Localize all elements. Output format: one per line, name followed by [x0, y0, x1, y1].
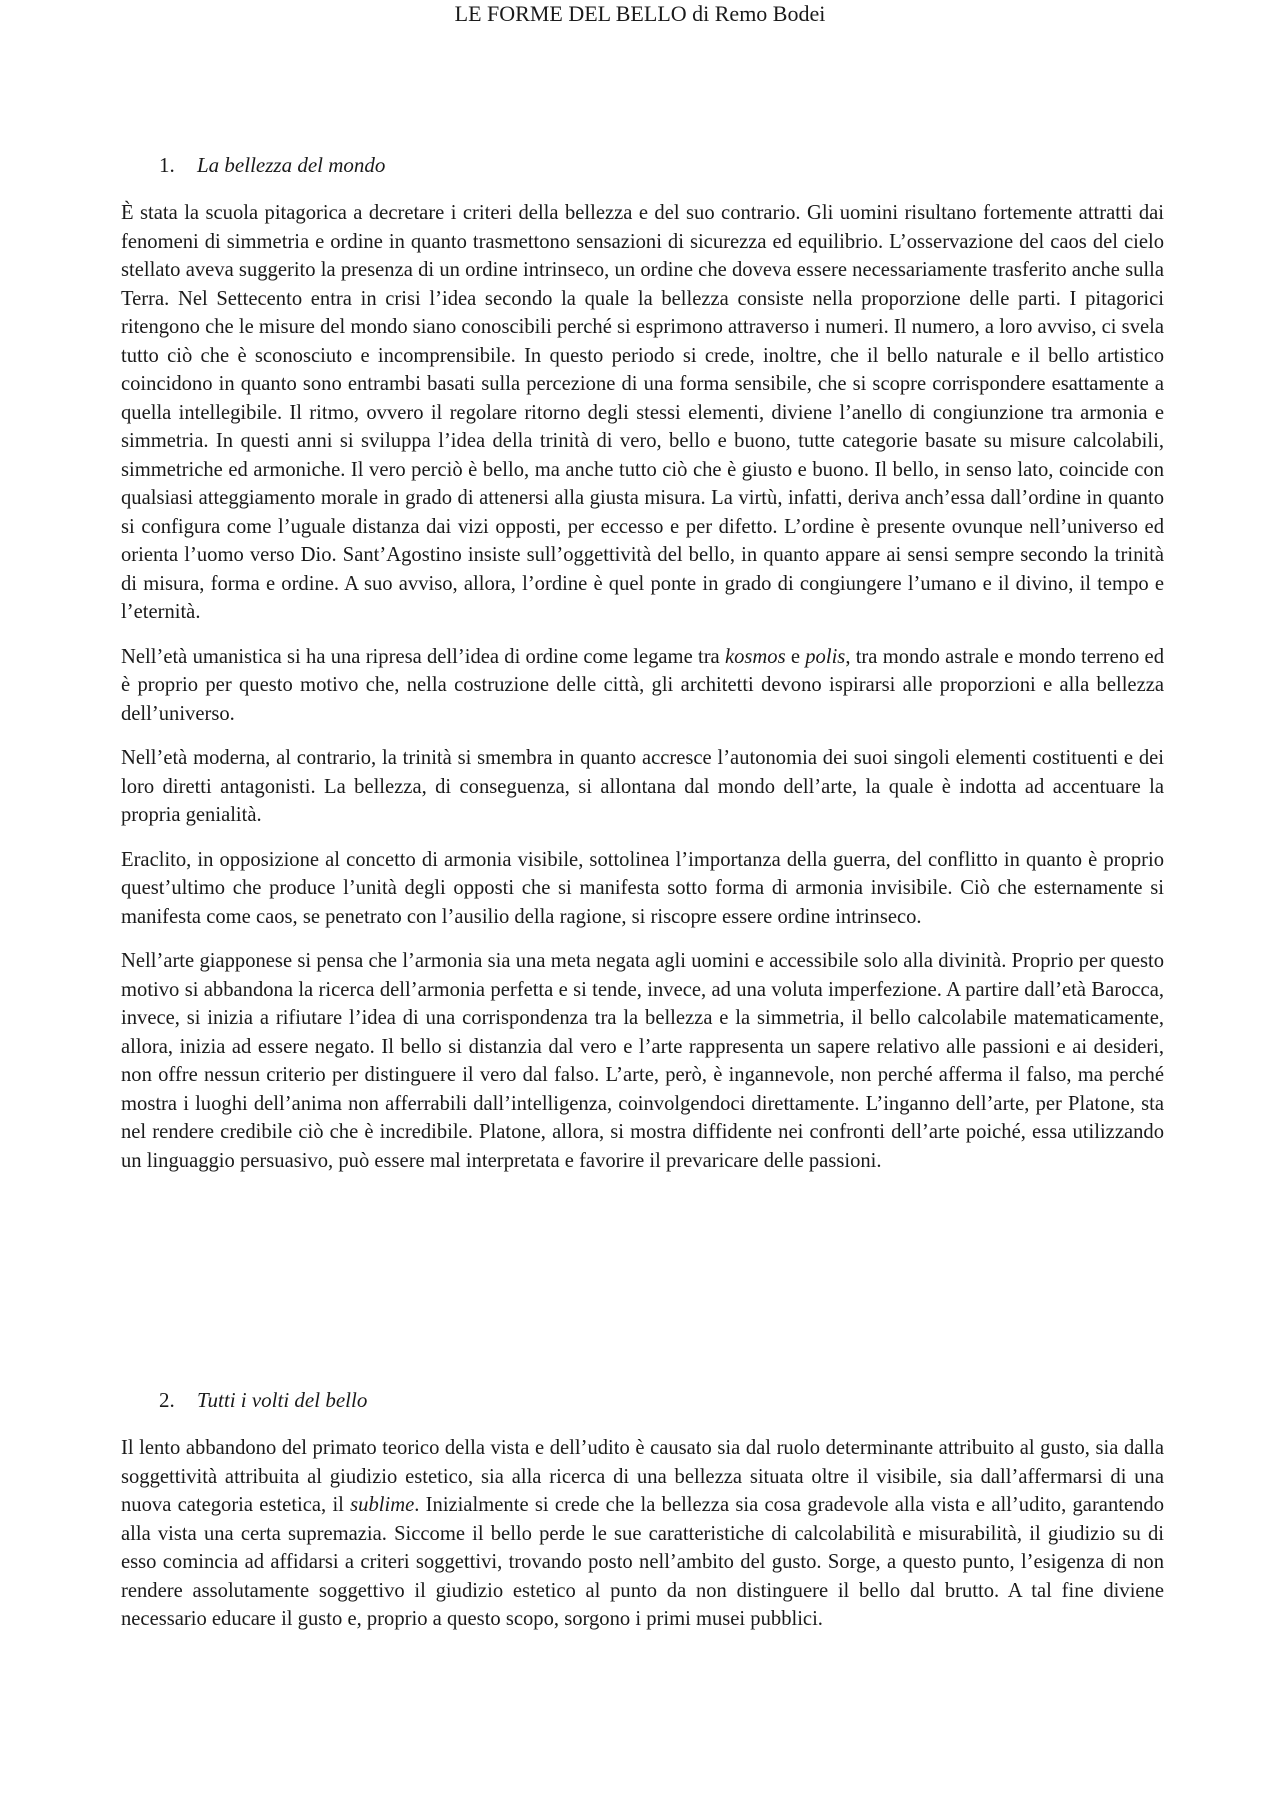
section-title: Tutti i volti del bello	[197, 1388, 368, 1412]
paragraph: È stata la scuola pitagorica a decretare i criteri della bellezza e del suo contrario. Gli uomini risultano fortemente attratti dai fenomeni di simmetria e ordine in quanto trasmettono sensazioni di sicurezza ed equilibrio. L’osservazione del caos del cielo stellato aveva suggerito la presenza di un ordine intrinseco, un ordine che doveva essere necessariamente trasferito anche sulla Terra. Nel Settecento entra in crisi l’idea secondo la quale la bellezza consiste nella proporzione delle parti. I pitagorici ritengono che le misure del mondo siano conoscibili perché si esprimono attraverso i numeri. Il numero, a loro avviso, ci svela tutto ciò che è sconosciuto e incomprensibile. In questo periodo si crede, inoltre, che il bello naturale e il bello artistico coincidono in quanto sono entrambi basati sulla percezione di una forma sensibile, che si scopre corrispondere esattamente a quella intellegibile. Il ritmo, ovvero il regolare ritorno degli stessi elementi, diviene l’anello di congiunzione tra armonia e simmetria. In questi anni si sviluppa l’idea della trinità di vero, bello e buono, tutte categorie basate su misure calcolabili, simmetriche ed armoniche. Il vero perciò è bello, ma anche tutto ciò che è giusto e buono. Il bello, in senso lato, coincide con qualsiasi atteggiamento morale in grado di attenersi alla giusta misura. La virtù, infatti, deriva anch’essa dall’ordine in quanto si configura come l’uguale distanza dai vizi opposti, per eccesso e per difetto. L’ordine è presente ovunque nell’universo ed orienta l’uomo verso Dio. Sant’Agostino insiste sull’oggettività del bello, in quanto appare ai sensi sempre secondo la trinità di misura, forma e ordine. A suo avviso, allora, l’ordine è quel ponte in grado di congiungere l’umano e il divino, il tempo e l’eternità.	[121, 202, 1164, 623]
section-heading-1	[121, 151, 1164, 179]
paragraph-text: e	[785, 645, 806, 668]
section-heading	[121, 1386, 1164, 1414]
paragraph-text: . Inizialmente si crede che la bellezza sia cosa gradevole alla vista e all’udito, garantendo alla vista una certa supremazia. Siccome il bello perde le sue caratteristiche di calcolabilità e misurabilità, il giudizio su di esso comincia ad affidarsi a criteri soggettivi, trovando posto nell’ambito del gusto. Sorge, a questo punto, l’esigenza di non rendere assolutamente soggettivo il giudizio estetico al punto da non distinguere il bello dal brutto. A tal fine diviene necessario educare il gusto e, proprio a questo scopo, sorgono i primi musei pubblici.	[121, 1494, 1164, 1630]
paragraph: Nell’età moderna, al contrario, la trinità si smembra in quanto accresce l’autonomia dei suoi singoli elementi costituenti e dei loro diretti antagonisti. La bellezza, di conseguenza, si allontana dal mondo dell’arte, la quale è indotta ad accentuare la propria genialità.	[121, 747, 1164, 826]
paragraph: Eraclito, in opposizione al concetto di armonia visibile, sottolinea l’importanza della guerra, del conflitto in quanto è proprio quest’ultimo che produce l’unità degli opposti che si manifesta sotto forma di armonia invisibile. Ciò che esternamente si manifesta come caos, se penetrato con l’ausilio della ragione, si riscopre essere ordine intrinseco.	[121, 848, 1164, 928]
section-number: 1.	[159, 153, 175, 177]
running-header: LE FORME DEL BELLO di Remo Bodei	[454, 1, 826, 26]
paragraph	[121, 1434, 1164, 1634]
italic-term: sublime	[350, 1494, 415, 1516]
section-body-1	[121, 199, 1164, 1191]
section-heading-2	[121, 1386, 1164, 1414]
italic-term: kosmos	[724, 645, 786, 668]
section-body-2	[121, 1434, 1164, 1650]
section-heading	[121, 151, 1164, 179]
paragraph	[121, 643, 1164, 729]
paragraph: Nell’arte giapponese si pensa che l’armonia sia una meta negata agli uomini e accessibile solo alla divinità. Proprio per questo motivo si abbandona la ricerca dell’armonia perfetta e si tende, invece, ad una voluta imperfezione. A partire dall’età Barocca, invece, si inizia a rifiutare l’idea di una corrispondenza tra la bellezza e la simmetria, il bello calcolabile matematicamente, allora, inizia ad essere negato. Il bello si distanzia dal vero e l’arte rappresenta un sapere relativo alle passioni e ai desideri, non offre nessun criterio per distinguere il vero dal falso. L’arte, però, è ingannevole, non perché afferma il falso, ma perché mostra i luoghi dell’anima non afferrabili dall’intelligenza, coinvolgendoci direttamente. L’inganno dell’arte, per Platone, sta nel rendere credibile ciò che è incredibile. Platone, allora, si mostra diffidente nei confronti dell’arte poiché, essa utilizzando un linguaggio persuasivo, può essere mal interpretata e favorire il prevaricare delle passioni.	[121, 950, 1164, 1172]
paragraph-text: Il lento abbandono del primato teorico della vista e dell’udito è causato sia dal ruolo determinante attribuito al gusto, sia dalla soggettività attribuita al giudizio estetico, sia alla ricerca di una bellezza situata oltre il visibile, sia dall’affermarsi di una nuova categoria estetica, il	[121, 1437, 1164, 1516]
section-number: 2.	[159, 1388, 175, 1412]
section-title: La bellezza del mondo	[197, 153, 386, 177]
paragraph-text: , tra mondo astrale e mondo terreno ed è proprio per questo motivo che, nella costruzione delle città, gli architetti devono ispirarsi alle proporzioni e alla bellezza dell’universo.	[121, 645, 1164, 725]
italic-term: polis	[805, 645, 846, 668]
paragraph-text: Nell’età umanistica si ha una ripresa dell’idea di ordine come legame tra	[121, 645, 725, 668]
